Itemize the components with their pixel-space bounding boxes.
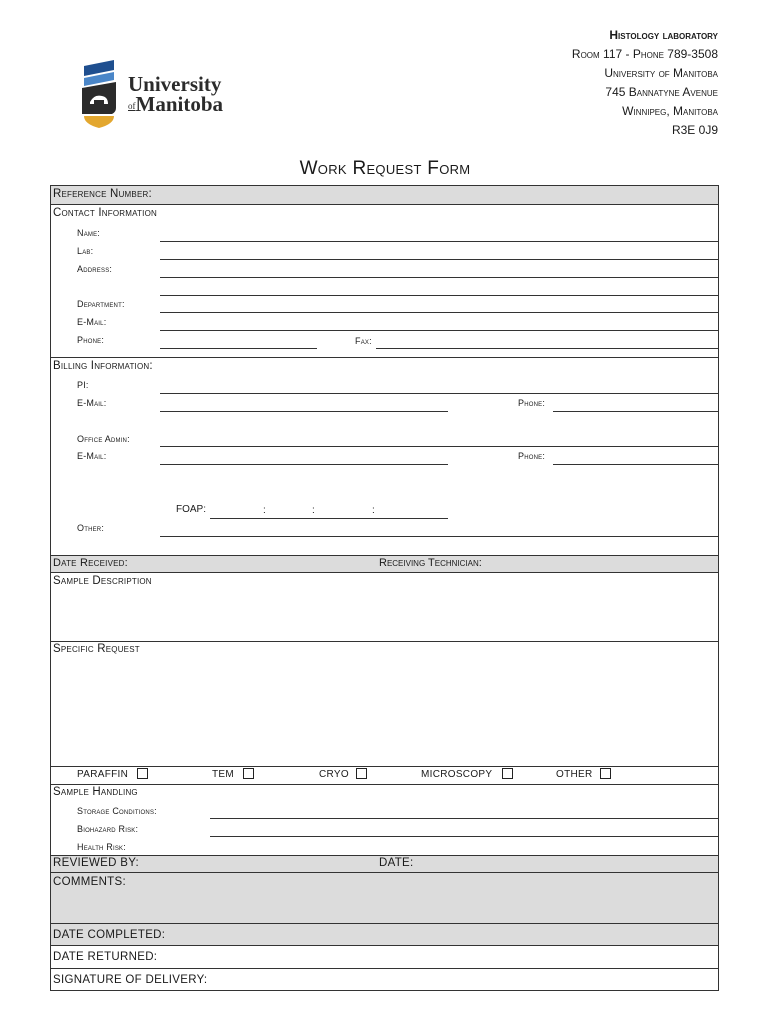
separator <box>50 766 719 767</box>
logo-university: University <box>128 72 222 96</box>
date-completed-label: DATE COMPLETED: <box>53 929 166 941</box>
admin-phone-label: Phone: <box>518 451 546 461</box>
separator <box>50 968 719 969</box>
biohazard-risk-field[interactable] <box>210 836 719 837</box>
pi-phone-label: Phone: <box>518 398 546 408</box>
address-line: Winnipeg, Manitoba <box>622 104 718 118</box>
logo-of: of <box>128 101 136 111</box>
foap-separator: : <box>263 505 266 516</box>
form-title: Work Request Form <box>299 158 471 179</box>
admin-email-field[interactable] <box>160 464 448 465</box>
microscopy-label: MICROSCOPY <box>421 769 493 780</box>
office-admin-label: Office Admin: <box>77 434 130 444</box>
health-risk-label: Health Risk: <box>77 842 126 852</box>
address-line: University of Manitoba <box>604 66 718 80</box>
form-frame <box>50 185 719 991</box>
admin-phone-field[interactable] <box>553 464 719 465</box>
address-line: Room 117 - Phone 789-3508 <box>571 47 718 61</box>
address-field[interactable] <box>160 277 719 278</box>
storage-conditions-label: Storage Conditions: <box>77 806 157 816</box>
email-field[interactable] <box>160 330 719 331</box>
fax-label: Fax: <box>355 336 372 346</box>
separator <box>50 357 719 358</box>
address-line: R3E 0J9 <box>671 123 718 137</box>
review-date-label: DATE: <box>379 857 414 869</box>
pi-email-label: E-Mail: <box>77 398 107 408</box>
lab-field[interactable] <box>160 259 719 260</box>
separator <box>50 641 719 642</box>
billing-heading: Billing Information: <box>53 360 153 372</box>
cryo-label: CRYO <box>319 769 349 780</box>
other-field[interactable] <box>160 536 719 537</box>
address-line: 745 Bannatyne Avenue <box>605 85 718 99</box>
admin-email-label: E-Mail: <box>77 451 107 461</box>
date-received-label: Date Received: <box>53 557 128 569</box>
storage-conditions-field[interactable] <box>210 818 719 819</box>
pi-email-field[interactable] <box>160 411 448 412</box>
comments-label: COMMENTS: <box>53 876 126 888</box>
paraffin-label: PARAFFIN <box>77 769 129 780</box>
office-admin-field[interactable] <box>160 446 719 447</box>
tem-label: TEM <box>212 769 235 780</box>
fax-field[interactable] <box>376 348 719 349</box>
sample-handling-heading: Sample Handling <box>53 786 138 798</box>
date-returned-label: DATE RETURNED: <box>53 951 158 963</box>
paraffin-checkbox[interactable] <box>137 768 148 779</box>
logo-manitoba: Manitoba <box>135 92 224 116</box>
foap-separator: : <box>312 505 315 516</box>
pi-label: PI: <box>77 380 89 390</box>
phone-field[interactable] <box>160 348 317 349</box>
address-label: Address: <box>77 264 113 274</box>
specific-request-heading: Specific Request <box>53 643 140 655</box>
reference-number-label: Reference Number: <box>53 188 152 200</box>
crest-icon <box>80 60 118 128</box>
foap-label: FOAP: <box>176 504 207 515</box>
lab-address <box>572 26 718 140</box>
university-logo <box>80 60 230 128</box>
contact-heading: Contact Information <box>53 207 157 219</box>
sample-description-heading: Sample Description <box>53 575 152 587</box>
email-label: E-Mail: <box>77 317 107 327</box>
department-field[interactable] <box>160 312 719 313</box>
foap-field[interactable] <box>210 518 448 519</box>
name-label: Name: <box>77 228 101 238</box>
foap-separator: : <box>372 505 375 516</box>
other-checkbox-label: OTHER <box>556 769 593 780</box>
address-line: Histology laboratory <box>609 28 718 42</box>
phone-label: Phone: <box>77 335 105 345</box>
cryo-checkbox[interactable] <box>356 768 367 779</box>
lab-label: Lab: <box>77 246 94 256</box>
name-field[interactable] <box>160 241 719 242</box>
receiving-technician-label: Receiving Technician: <box>379 557 482 569</box>
other-checkbox[interactable] <box>600 768 611 779</box>
department-label: Department: <box>77 299 125 309</box>
reviewed-by-label: REVIEWED BY: <box>53 857 140 869</box>
tem-checkbox[interactable] <box>243 768 254 779</box>
biohazard-risk-label: Biohazard Risk: <box>77 824 139 834</box>
other-label: Other: <box>77 523 105 533</box>
microscopy-checkbox[interactable] <box>502 768 513 779</box>
pi-field[interactable] <box>160 393 719 394</box>
address-field-2[interactable] <box>160 295 719 296</box>
pi-phone-field[interactable] <box>553 411 719 412</box>
signature-label: SIGNATURE OF DELIVERY: <box>53 974 208 986</box>
separator <box>50 784 719 785</box>
